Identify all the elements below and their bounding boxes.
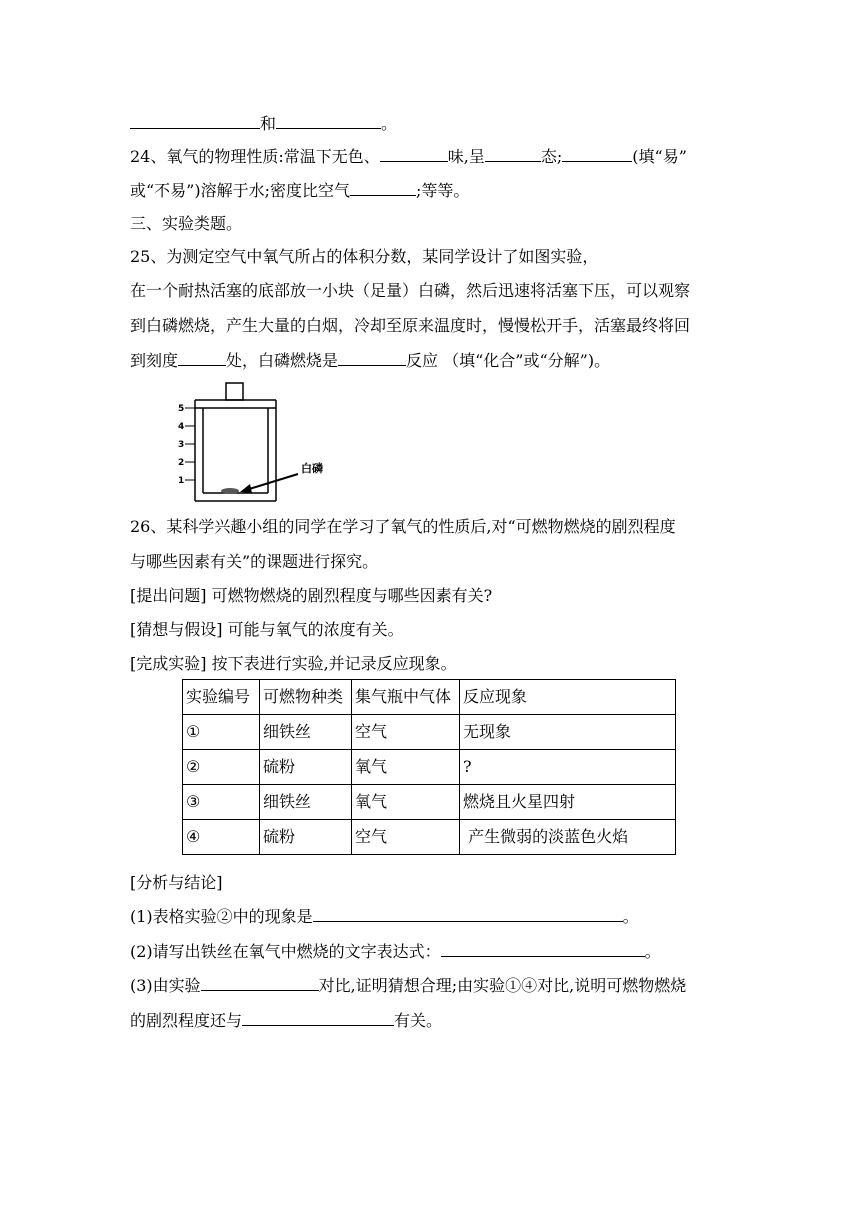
section-heading: 三、实验类题。 [130,214,243,233]
table-cell: ? [460,750,676,785]
piston-apparatus-diagram [170,380,350,505]
table-cell: 细铁丝 [260,715,352,750]
table-cell: 硫粉 [260,820,352,855]
blank[interactable] [201,976,319,991]
blank[interactable] [441,942,645,957]
table-row [183,785,676,820]
experiment-instruction: [完成实验] 按下表进行实验,并记录反应现象。 [130,654,457,673]
blank[interactable] [178,351,226,366]
blank[interactable] [276,114,381,129]
question-25-line-3: 到白磷燃烧，产生大量的白烟，冷却至原来温度时，慢慢松开手，活塞最终将回 [130,316,691,335]
table-header: 可燃物种类 [260,680,352,715]
scale-label: 1 [178,476,185,486]
analysis-q3: (3)由实验 对比,证明猜想合理;由实验①④对比,说明可燃物燃烧 [130,976,687,995]
table-header: 集气瓶中气体 [352,680,460,715]
table-cell: 硫粉 [260,750,352,785]
table-cell: 细铁丝 [260,785,352,820]
figure-label: 白磷 [301,462,323,475]
question-25-line-1: 25、为测定空气中氧气所占的体积分数，某同学设计了如图实验， [130,247,599,266]
table-cell: 空气 [352,715,460,750]
table-row [183,715,676,750]
blank[interactable] [380,147,448,162]
blank[interactable] [313,907,623,922]
scale-label: 3 [178,440,185,450]
table-cell: 燃烧且火星四射 [460,785,676,820]
question-25-line-4: 到刻度 处，白磷燃烧是 反应 （填“化合”或“分解”)。 [130,351,611,370]
blank[interactable] [130,114,260,129]
blank[interactable] [338,351,406,366]
analysis-q3-cont: 的剧烈程度还与 有关。 [130,1011,443,1030]
analysis-q2: (2)请写出铁丝在氧气中燃烧的文字表达式： 。 [130,942,661,961]
analysis-heading: [分析与结论] [130,873,223,892]
table-header: 实验编号 [183,680,260,715]
experiment-table [182,679,676,855]
blank[interactable] [485,147,541,162]
question-24-line-2: 或“不易”)溶解于水;密度比空气 ;等等。 [130,181,470,200]
raise-question: [提出问题] 可燃物燃烧的剧烈程度与哪些因素有关? [130,586,493,605]
table-cell: ③ [183,785,260,820]
blank[interactable] [350,181,416,196]
table-cell: 氧气 [352,750,460,785]
table-cell: 空气 [352,820,460,855]
question-24-line-1: 24、氧气的物理性质:常温下无色、 味,呈 态; (填“易” [130,147,687,166]
analysis-q1: (1)表格实验②中的现象是 。 [130,907,639,926]
hypothesis: [猜想与假设] 可能与氧气的浓度有关。 [130,620,404,639]
blank[interactable] [562,147,632,162]
table-cell: ④ [183,820,260,855]
table-cell: 氧气 [352,785,460,820]
table-cell: 产生微弱的淡蓝色火焰 [460,820,676,855]
table-cell: ① [183,715,260,750]
scale-label: 5 [178,404,185,414]
question-26-line-2: 与哪些因素有关”的课题进行探究。 [130,552,379,571]
question-25-line-2: 在一个耐热活塞的底部放一小块（足量）白磷，然后迅速将活塞下压，可以观察 [130,281,691,300]
table-cell: ② [183,750,260,785]
table-row [183,820,676,855]
scale-label: 4 [178,422,185,432]
answer-line-23: 和 。 [130,114,397,133]
table-row [183,750,676,785]
blank[interactable] [242,1011,394,1026]
scale-label: 2 [178,458,185,468]
table-cell: 无现象 [460,715,676,750]
question-26-line-1: 26、某科学兴趣小组的同学在学习了氧气的性质后,对“可燃物燃烧的剧烈程度 [130,517,676,536]
table-header: 反应现象 [460,680,676,715]
table-header-row [183,680,676,715]
phosphorus-sample [221,488,239,494]
